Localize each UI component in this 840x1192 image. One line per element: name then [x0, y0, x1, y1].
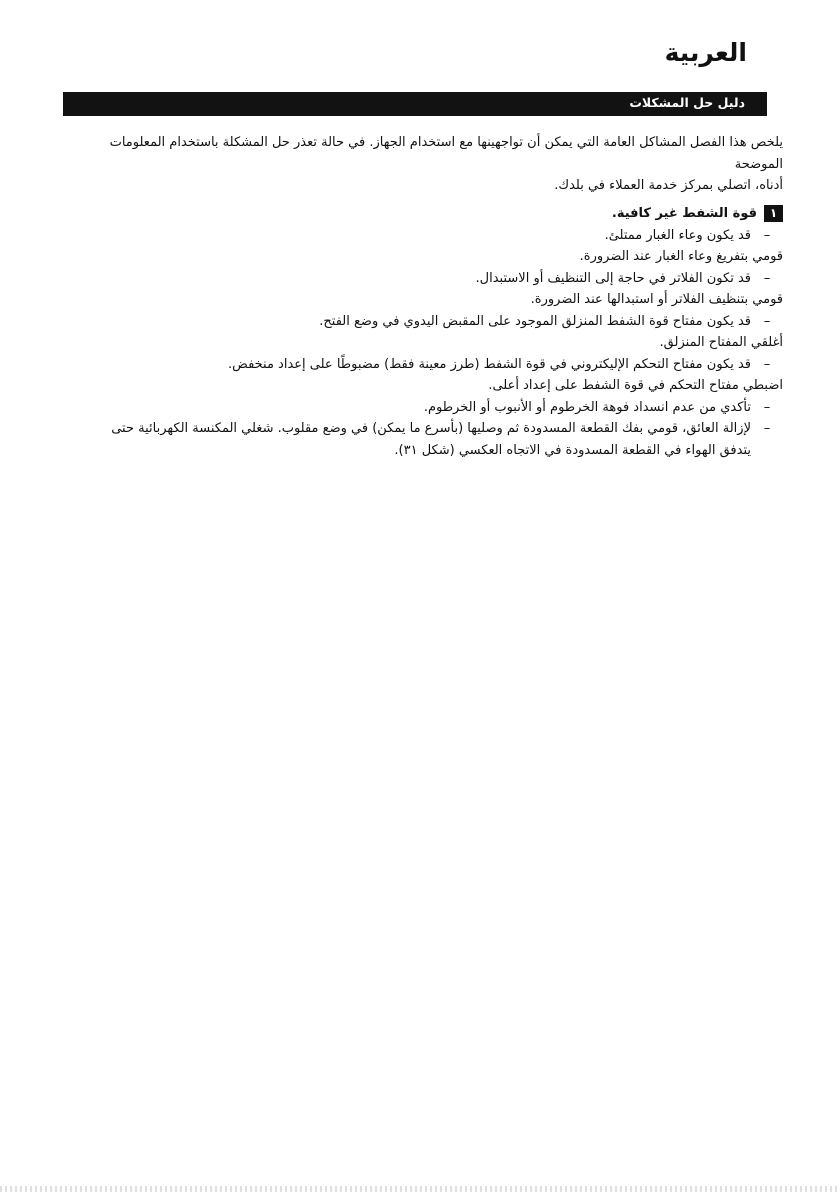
action-text: قومي بتنظيف الفلاتر أو استبدالها عند الضرورة.: [530, 292, 783, 307]
bullet-dash: –: [763, 356, 771, 372]
section-title: دليل حل المشكلات: [629, 95, 745, 110]
cause-text: تأكدي من عدم انسداد فوهة الخرطوم أو الأنبوب أو الخرطوم.: [423, 399, 751, 415]
list-item: [83, 311, 783, 333]
cause-text: قد تكون الفلاتر في حاجة إلى التنظيف أو الاستبدال.: [475, 270, 751, 286]
problem-title: قوة الشفط غير كافية.: [611, 205, 757, 221]
list-item: [83, 354, 783, 376]
cause-text: لإزالة العائق، قومي بفك القطعة المسدودة ثم وصليها (بأسرع ما يمكن) في وضع مقلوب. شغلي المكنسة الكهربائية حتى يتدفق الهواء في القطعة المسدودة في الاتجاه العكسي (شكل ٣١).: [111, 421, 751, 458]
action-text: اضبطي مفتاح التحكم في قوة الشفط على إعداد أعلى.: [488, 378, 783, 393]
action-text: قومي بتفريغ وعاء الغبار عند الضرورة.: [579, 249, 783, 264]
cause-text: قد يكون مفتاح قوة الشفط المنزلق الموجود على المقبض اليدوي في وضع الفتح.: [319, 313, 751, 329]
section-header-bar: [63, 92, 767, 116]
list-item: [83, 397, 783, 419]
problem-number-badge: ١: [764, 205, 783, 222]
bullet-dash: –: [763, 227, 771, 243]
print-registration-strip: [0, 1186, 840, 1192]
bullet-dash: –: [763, 270, 771, 286]
action-text: أغلقي المفتاح المنزلق.: [659, 335, 783, 350]
intro-paragraph: [83, 132, 783, 197]
content-body: [83, 132, 783, 461]
language-title: العربية: [664, 38, 747, 67]
problem-heading: [83, 203, 783, 225]
list-item: [83, 225, 783, 247]
list-item: [83, 268, 783, 290]
bullet-dash: –: [763, 421, 771, 436]
intro-line: يلخص هذا الفصل المشاكل العامة التي يمكن أن تواجهينها مع استخدام الجهاز. في حالة تعذر حل المشكلة باستخدام المعلومات الموضحة: [109, 135, 783, 172]
bullet-dash: –: [763, 399, 771, 415]
intro-line: أدناه، اتصلي بمركز خدمة العملاء في بلدك.: [554, 178, 783, 193]
cause-text: قد يكون مفتاح التحكم الإليكتروني في قوة الشفط (طرز معينة فقط) مضبوطًا على إعداد منخفض.: [228, 356, 751, 372]
list-item: [83, 418, 783, 461]
cause-text: قد يكون وعاء الغبار ممتلئ.: [604, 227, 751, 243]
bullet-dash: –: [763, 313, 771, 329]
